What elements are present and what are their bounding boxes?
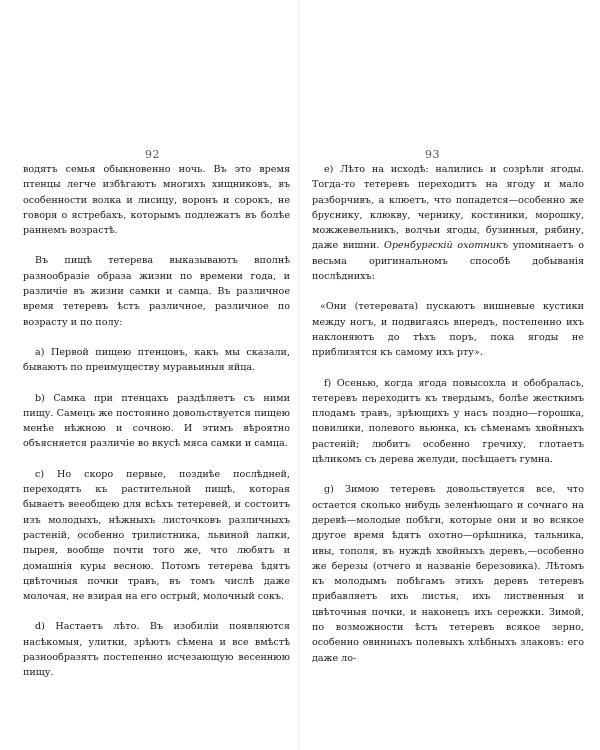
right-paragraph: g) Зимою тетеревъ довольствуется все, что остается сколько нибудь зеленѣющаго и сочнаго на деревѣ—молодые побѣги, которые они и во всякое другое время ѣдятъ охотно—орѣшника, тальника, ивы, тополя, въ нуждѣ хвойныхъ деревъ,—особенно же березы (отчего и названіе березовика). Лѣтомъ къ молодымъ побѣгамъ этихъ деревъ тетеревъ прибавляетъ ихъ листья, ихъ лиственныя и цвѣточныя почки, и наконецъ ихъ сережки. Зимой, по возможности ѣстъ тетеревъ всякое зерно, особенно овинныхъ полевыхъ хлѣбныхъ злаковъ: его даже ло- (312, 484, 584, 664)
left-paragraph: a) Первой пищею птенцовъ, какъ мы сказали, бываютъ по преимуществу муравьиныя яйца. (23, 346, 290, 374)
right-paragraph-e (312, 162, 584, 284)
right-page-number: 93 (425, 148, 440, 161)
left-paragraph: b) Самка при птенцахъ раздѣляетъ съ ними пищу. Самецъ же постоянно довольствуется пищею менѣе нѣжною и сочною. И этимъ вѣроятно объясняется различіе во вкусѣ мяса самки и самца. (23, 392, 290, 450)
right-quote: «Они (тетеревата) пускаютъ вишневые кустики между ногъ, и подвигаясь впередъ, постепенно ихъ наклоняютъ до тѣхъ поръ, пока ягоды не приблизятся къ самому ихъ рту». (312, 301, 584, 359)
left-page-number: 92 (145, 148, 160, 161)
para-e-italic: Оренбургскій охотникъ (383, 240, 509, 252)
left-paragraph: d) Настаетъ лѣто. Въ изобиліи появляются насѣкомыя, улитки, зрѣютъ сѣмена и все вмѣстѣ разнообразятъ постепенно исчезающую весеннюю пищу. (23, 621, 290, 679)
para-e-prefix: e) Лѣто на исходѣ: налились и созрѣли ягоды. Тогда-то тетеревъ переходитъ на ягоду и мало разборчивъ, а клюетъ, что попадется—особенно же бруснику, клюкву, чернику, костяники, морошку, можжевельникъ, волчьи ягоды, бузинныя, рябину, даже вишни. (312, 164, 584, 252)
right-paragraph: f) Осенью, когда ягода повысохла и обобралась, тетеревъ переходитъ къ твердымъ, болѣе жесткимъ плодамъ травъ, зрѣющихъ у насъ поздно—горошка, повилики, полевого вьюнка, къ сѣменамъ хвойныхъ растеній; любитъ особенно гречиху, глотаетъ цѣликомъ съ дерева желуди, посѣщаетъ гумна. (312, 377, 584, 466)
left-paragraph: водятъ семья обыкновенно ночь. Въ это время птенцы легче избѣгаютъ многихъ хищниковъ, въ особенности волка и лисицу, воронъ и сорокъ, не говоря о ястребахъ, которымъ подлежатъ въ болѣе раннемъ возрастѣ. (23, 164, 290, 237)
left-paragraph: c) Но скоро первые, позднѣе послѣдней, переходятъ къ растительной пищѣ, которая бываетъ вееобщею для всѣхъ тетеревей, и состоитъ изъ молодыхъ, нѣжныхъ листочковъ различныхъ растеній, особенно трилистника, львиной лапки, пырея, вообще почти того же, что любятъ и домашнія куры весною. Потомъ тетерева ѣдятъ цвѣточныя почки травъ, въ томъ числѣ даже молочая, не взирая на его острый, молочный сокъ. (23, 468, 290, 603)
page-gutter (298, 0, 299, 750)
left-paragraph: Въ пищѣ тетерева выказываютъ вполнѣ разнообразіе образа жизни по времени года, и различіе въ жизни самки и самца. Въ различное время тетеревъ ѣстъ различное, различное по возрасту и по полу: (23, 255, 290, 328)
left-page-text (23, 162, 290, 696)
para-e-suffix: упоминаетъ о весьма оригинальномъ способѣ добыванія послѣднихъ: (312, 240, 584, 283)
right-page-text (312, 162, 584, 681)
